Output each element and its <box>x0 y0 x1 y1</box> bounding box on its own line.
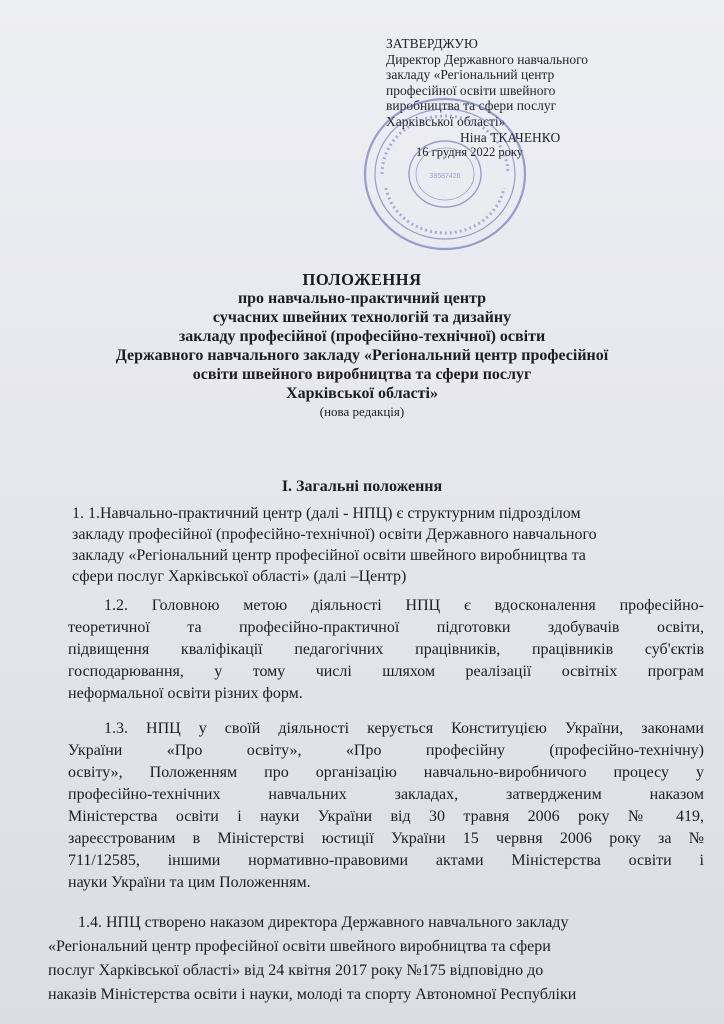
approval-line: закладу «Регіональний центр <box>386 67 555 83</box>
approval-line: Директор Державного навчального <box>386 51 589 67</box>
approval-date: 16 грудня 2022 року <box>416 145 523 160</box>
body-line: неформальної освіти різних форм. <box>68 685 303 702</box>
approval-line: виробництва та сфери послуг <box>386 98 557 114</box>
body-line: 1.4. НПЦ створено наказом директора Державного навчального закладу <box>78 914 569 931</box>
body-line: науки України та цим Положенням. <box>68 874 311 891</box>
body-line: теоретичної та професійно-практичної підготовки здобувачів освіти, <box>68 619 704 636</box>
edition-note: (нова редакція) <box>319 404 405 419</box>
body-line: господарювання, у тому числі шляхом реалізації освітніх програм <box>68 663 704 680</box>
approval-line: професійної освіти швейного <box>386 82 556 98</box>
title-line: Харківської області» <box>286 385 438 402</box>
body-line: 1. 1.Навчально-практичний центр (далі - НПЦ) є структурним підрозділом <box>72 505 581 522</box>
stamp-code: 38587426 <box>429 173 461 180</box>
title-line: освіти швейного виробництва та сфери послуг <box>192 366 532 383</box>
title-line: сучасних швейних технологій та дизайну <box>212 309 512 326</box>
body-line: наказів Міністерства освіти і науки, молоді та спорту Автономної Республіки <box>48 986 577 1003</box>
body-line: професійно-технічних навчальних закладах, затвердженим наказом <box>68 786 704 803</box>
body-line: Міністерства освіти і науки України від 30 травня 2006 року № 419, <box>68 808 704 825</box>
official-stamp <box>362 96 528 252</box>
section-heading: І. Загальні положення <box>281 478 443 495</box>
body-line: послуг Харківської області» від 24 квітня 2017 року №175 відповідно до <box>48 962 544 979</box>
title-line: про навчально-практичний центр <box>237 290 487 307</box>
document-title <box>0 270 724 421</box>
body-line: закладу професійної (професійно-технічної) освіти Державного навчального <box>72 526 597 543</box>
body-line: освіту», Положенням про організацію навчально-виробничого процесу у <box>68 764 704 781</box>
body-line: 1.2. Головною метою діяльності НПЦ є вдосконалення професійно- <box>104 597 704 614</box>
director-name: Ніна ТКАЧЕНКО <box>460 129 561 145</box>
body-line: «Регіональний центр професійної освіти швейного виробництва та сфери <box>48 938 551 955</box>
body-line: 711/12585, іншими нормативно-правовими актами Міністерства освіти і <box>68 852 704 869</box>
body-line: сфери послуг Харківської області» (далі –Центр) <box>72 568 407 585</box>
body-line: України «Про освіту», «Про професійну (професійно-технічну) <box>68 742 704 759</box>
body-line: закладу «Регіональний центр професійної освіти швейного виробництва та <box>72 547 586 564</box>
title-line: закладу професійної (професійно-технічної) освіти <box>178 328 546 345</box>
approval-heading: ЗАТВЕРДЖУЮ <box>386 36 478 51</box>
title-line: Державного навчального закладу «Регіональний центр професійної <box>115 347 609 364</box>
approval-line: Харківської області» <box>386 113 506 129</box>
title-line: ПОЛОЖЕННЯ <box>302 270 422 289</box>
body-line: 1.3. НПЦ у своїй діяльності керується Конституцією України, законами <box>104 720 704 737</box>
body-line: підвищення кваліфікації педагогічних працівників, працівників суб'єктів <box>68 641 704 658</box>
body-line: зареєстрованим в Міністерстві юстиції України 15 червня 2006 року за № <box>68 830 704 847</box>
